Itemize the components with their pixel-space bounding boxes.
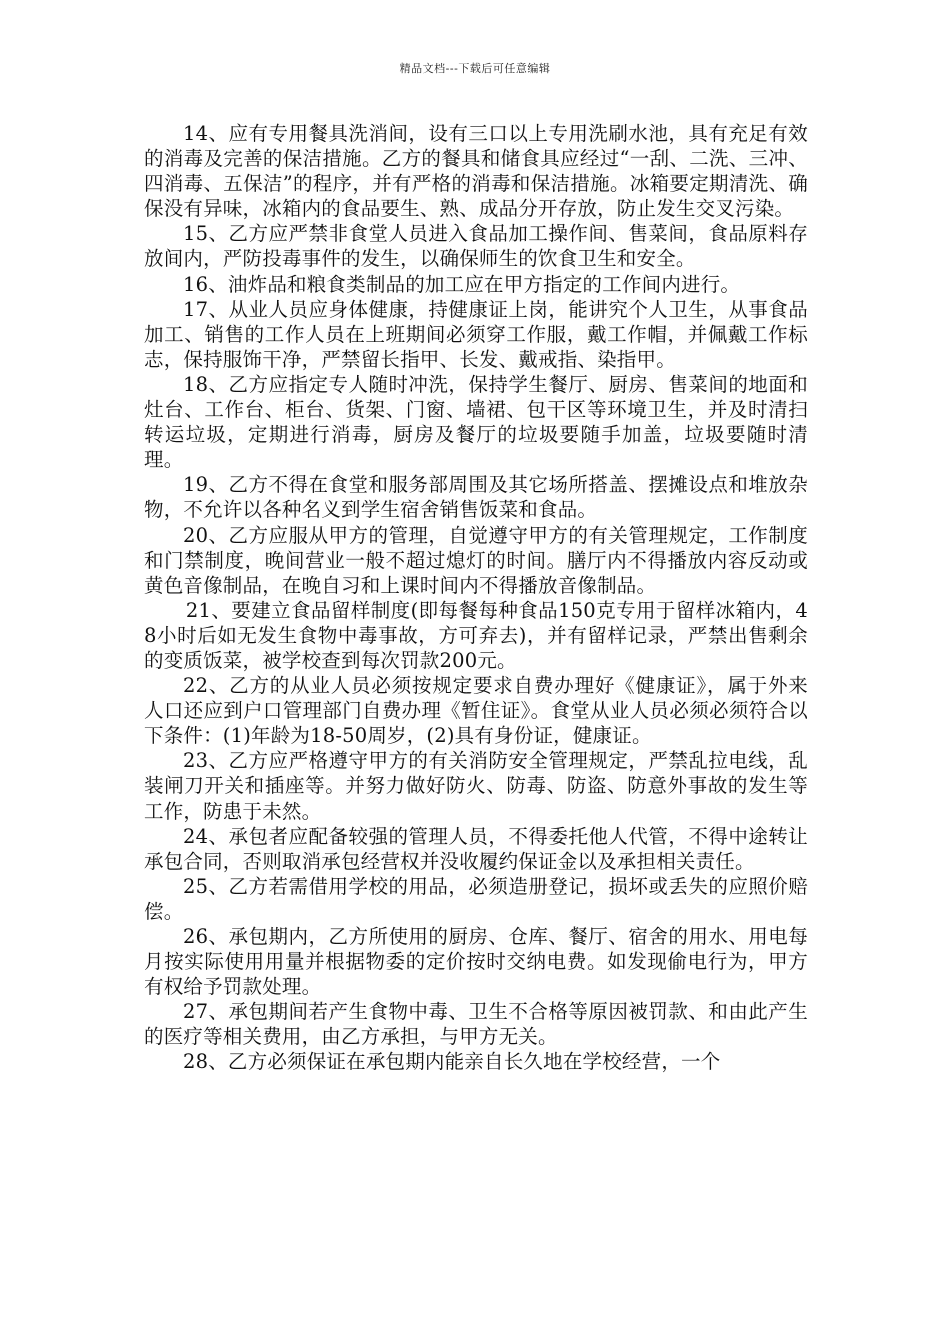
clause-20: 20、乙方应服从甲方的管理，自觉遵守甲方的有关管理规定，工作制度和门禁制度，晚间营业一般不超过熄灯的时间。膳厅内不得播放内容反动或黄色音像制品，在晚自习和上课时间内不得播放音像制品。	[144, 523, 808, 597]
clause-21: 21、要建立食品留样制度(即每餐每种食品150克专用于留样冰箱内，48小时后如无发生食物中毒事故，方可弃去)，并有留样记录，严禁出售剩余的变质饭菜，被学校查到每次罚款200元。	[144, 598, 808, 672]
clause-23: 23、乙方应严格遵守甲方的有关消防安全管理规定，严禁乱拉电线，乱装闸刀开关和插座等。并努力做好防火、防毒、防盗、防意外事故的发生等工作，防患于未然。	[144, 749, 808, 823]
clause-28: 28、乙方必须保证在承包期内能亲自长久地在学校经营，一个	[183, 1050, 721, 1074]
clause-15: 15、乙方应严禁非食堂人员进入食品加工操作间、售菜间，食品原料存放间内，严防投毒事件的发生，以确保师生的饮食卫生和安全。	[144, 222, 808, 271]
clause-17: 17、从业人员应身体健康，持健康证上岗，能讲究个人卫生，从事食品加工、销售的工作人员在上班期间必须穿工作服，戴工作帽，并佩戴工作标志，保持服饰干净，严禁留长指甲、长发、戴戒指、染指甲。	[144, 297, 808, 371]
clause-18: 18、乙方应指定专人随时冲洗，保持学生餐厅、厨房、售菜间的地面和灶台、工作台、柜台、货架、门窗、墙裙、包干区等环境卫生，并及时清扫转运垃圾，定期进行消毒，厨房及餐厅的垃圾要随手加盖，垃圾要随时清理。	[144, 372, 808, 472]
document-body	[144, 121, 808, 1075]
clause-26: 26、承包期内，乙方所使用的厨房、仓库、餐厅、宿舍的用水、用电每月按实际使用用量并根据物委的定价按时交纳电费。如发现偷电行为，甲方有权给予罚款处理。	[144, 925, 808, 999]
clause-24: 24、承包者应配备较强的管理人员，不得委托他人代管，不得中途转让承包合同，否则取消承包经营权并没收履约保证金以及承担相关责任。	[144, 824, 808, 873]
clause-16: 16、油炸品和粮食类制品的加工应在甲方指定的工作间内进行。	[183, 272, 741, 296]
clause-14: 14、应有专用餐具洗消间，设有三口以上专用洗刷水池，具有充足有效的消毒及完善的保洁措施。乙方的餐具和储食具应经过“一刮、二洗、三冲、四消毒、五保洁”的程序，并有严格的消毒和保洁措施。冰箱要定期清洗、确保没有异味，冰箱内的食品要生、熟、成品分开存放，防止发生交叉污染。	[144, 122, 808, 221]
clause-19: 19、乙方不得在食堂和服务部周围及其它场所搭盖、摆摊设点和堆放杂物，不允许以各种名义到学生宿舍销售饭菜和食品。	[144, 473, 808, 522]
clause-25: 25、乙方若需借用学校的用品，必须造册登记，损坏或丢失的应照价赔偿。	[144, 874, 808, 923]
clause-27: 27、承包期间若产生食物中毒、卫生不合格等原因被罚款、和由此产生的医疗等相关费用，由乙方承担，与甲方无关。	[144, 1000, 808, 1049]
clause-22: 22、乙方的从业人员必须按规定要求自费办理好《健康证》，属于外来人口还应到户口管理部门自费办理《暂住证》。食堂从业人员必须必须符合以下条件：(1)年龄为18-50周岁，(2)具有身份证，健康证。	[144, 674, 808, 748]
page-header: 精品文档---下载后可任意编辑	[399, 62, 551, 75]
